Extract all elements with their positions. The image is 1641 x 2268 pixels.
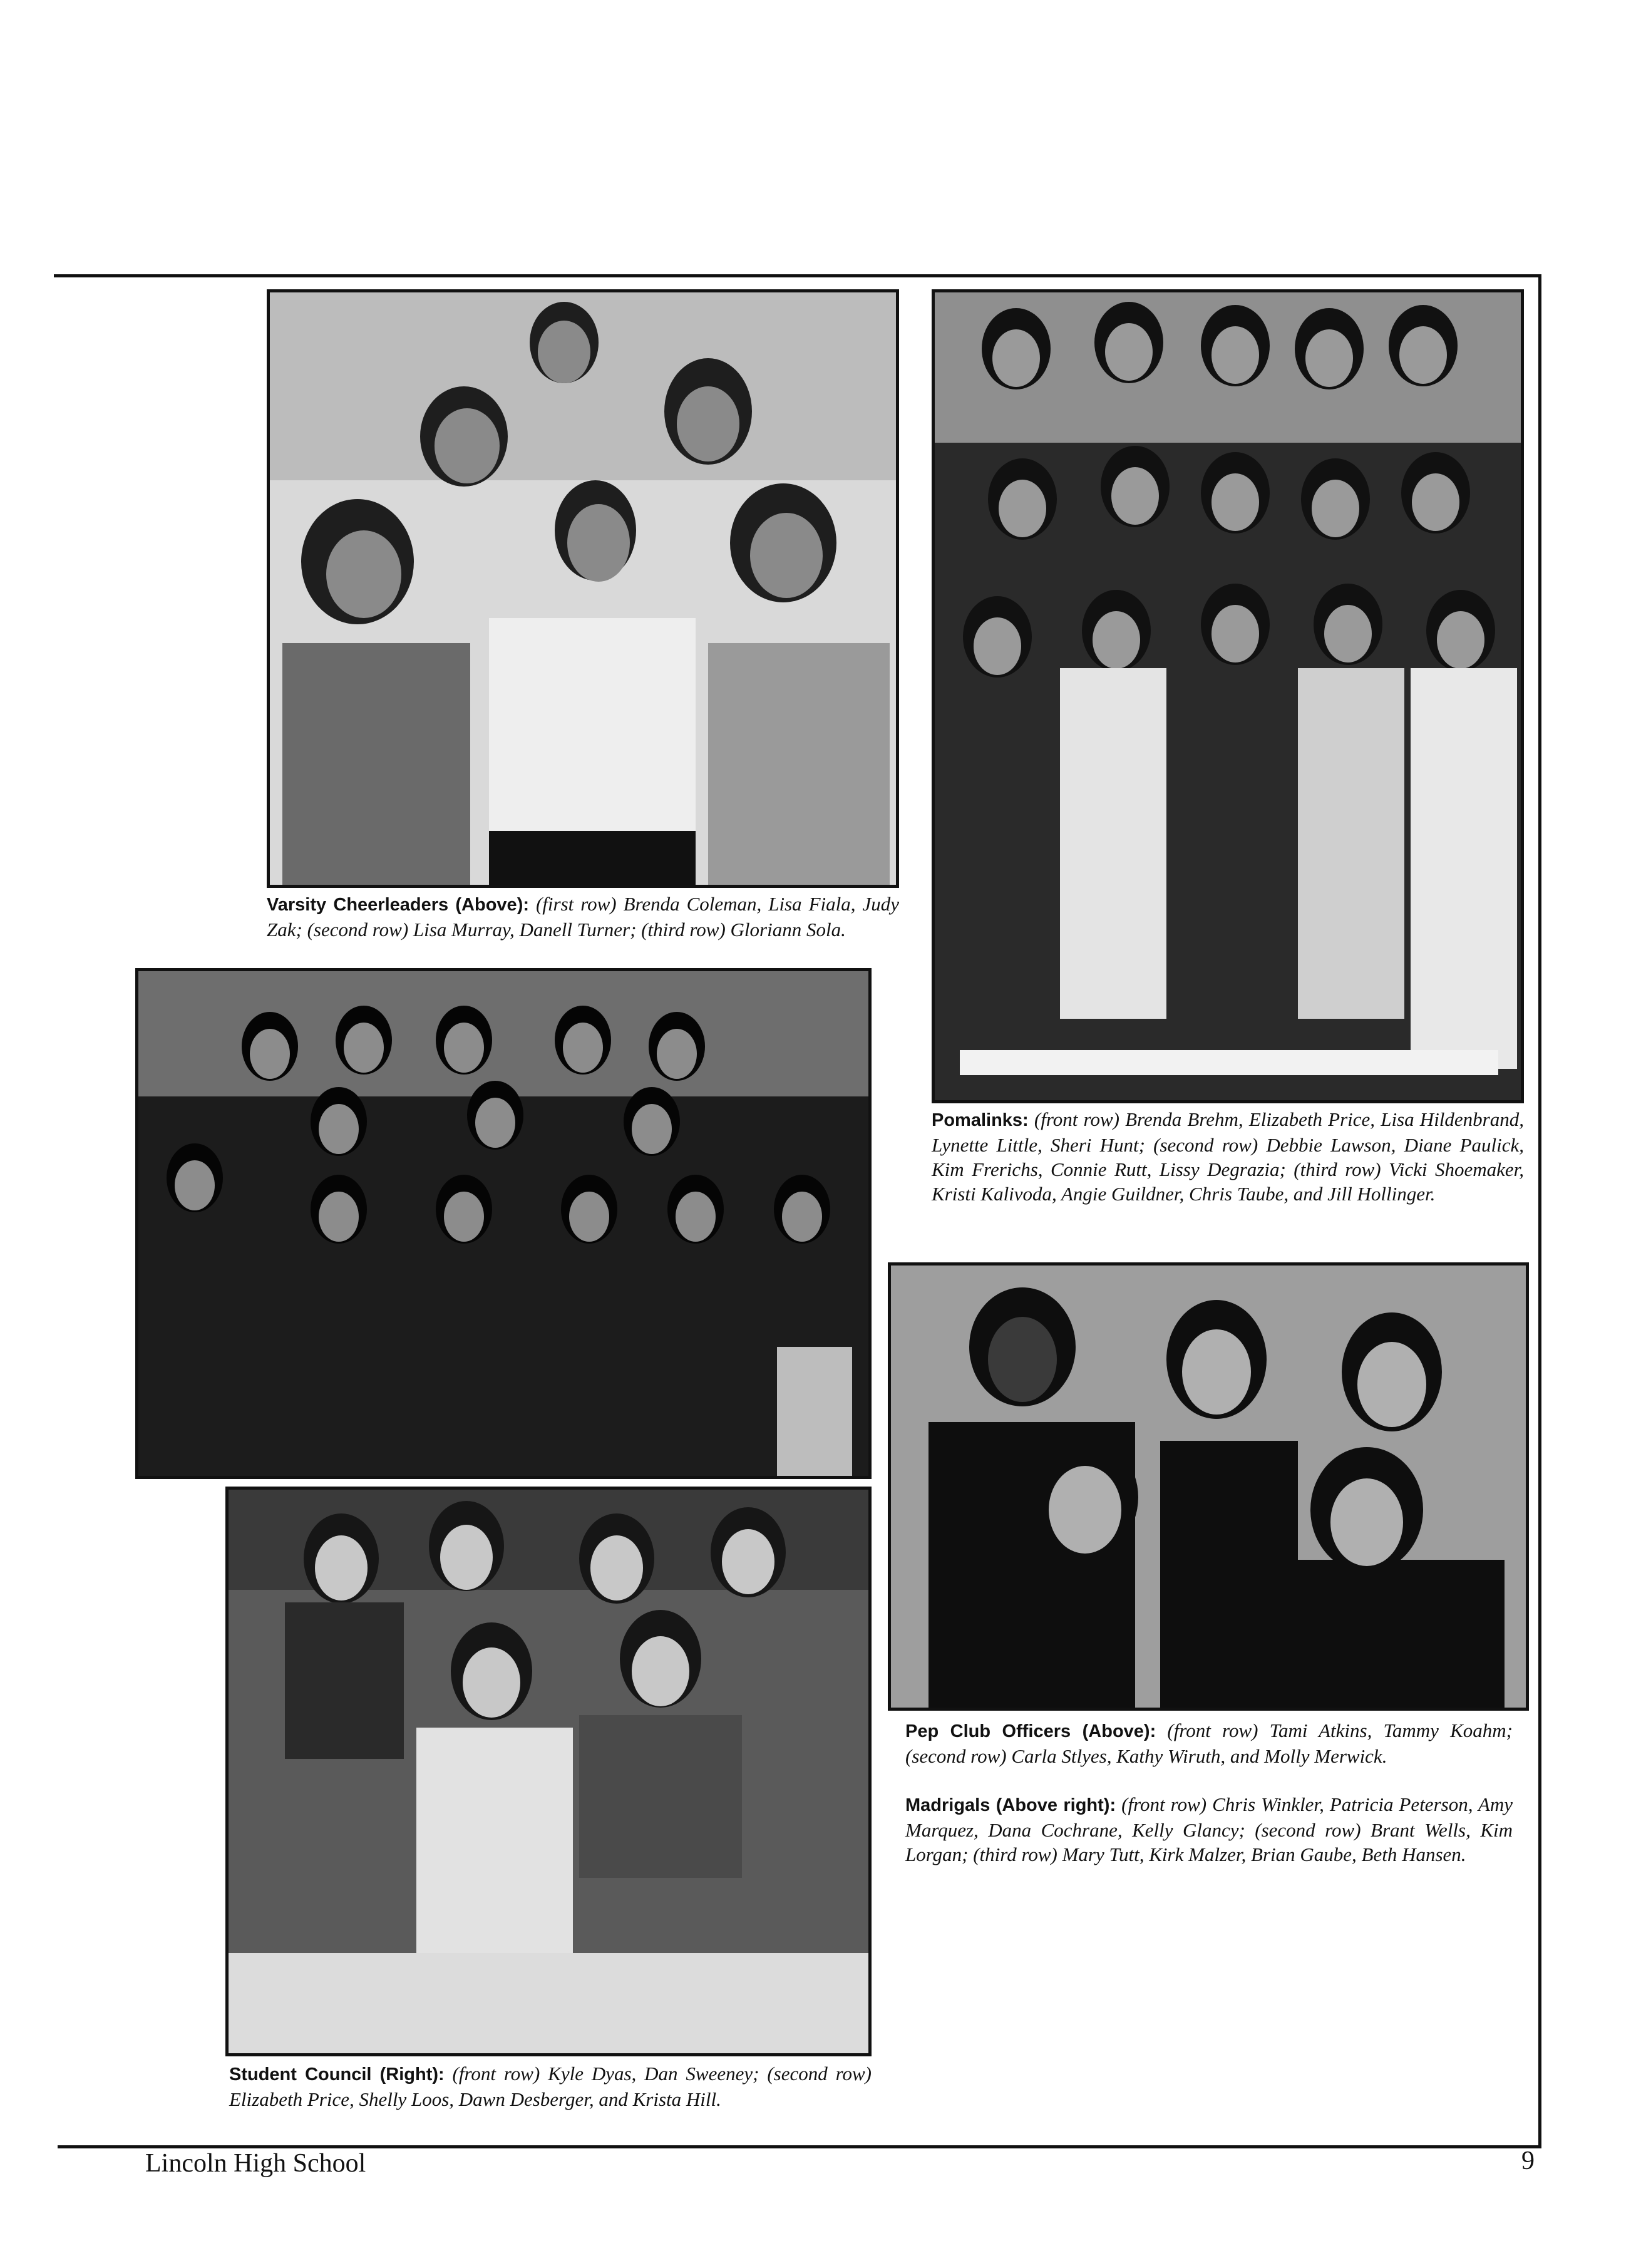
caption-heading: Varsity Cheerleaders (Above): <box>267 895 530 915</box>
caption-heading: Pomalinks: <box>932 1110 1029 1130</box>
student-council-caption <box>229 2061 872 2111</box>
madrigals-photo <box>135 968 872 1479</box>
caption-heading: Student Council (Right): <box>229 2064 445 2085</box>
pep-club-officers-photo <box>888 1262 1529 1711</box>
caption-names: (front row) Chris Winkler, Patricia Peterson, Amy Marquez, Dana Cochrane, Kelly Glancy; (second row) Brant Wells, Kim Lorgan; (third row) Mary Tutt, Kirk Malzer, Brian Gaube, Beth Hansen. <box>905 1793 1513 1865</box>
varsity-cheerleaders-caption <box>267 892 899 942</box>
top-rule <box>54 274 1541 277</box>
caption-names: (front row) Tami Atkins, Tammy Koahm; (second row) Carla Stlyes, Kathy Wiruth, and Molly Merwick. <box>905 1719 1513 1767</box>
caption-heading: Pep Club Officers (Above): <box>905 1721 1156 1741</box>
pomalinks-caption <box>932 1107 1524 1206</box>
varsity-cheerleaders-photo <box>267 289 899 888</box>
madrigals-caption <box>905 1792 1513 1867</box>
caption-names: (front row) Kyle Dyas, Dan Sweeney; (second row) Elizabeth Price, Shelly Loos, Dawn Desberger, and Krista Hill. <box>229 2063 872 2110</box>
pomalinks-photo <box>932 289 1524 1103</box>
caption-names: (first row) Brenda Coleman, Lisa Fiala, Judy Zak; (second row) Lisa Murray, Danell Turner; (third row) Gloriann Sola. <box>267 893 899 941</box>
caption-heading: Madrigals (Above right): <box>905 1795 1116 1815</box>
caption-names: (front row) Brenda Brehm, Elizabeth Price, Lisa Hildenbrand, Lynette Little, Sheri Hunt; (second row) Debbie Lawson, Diane Paulick, Kim Frerichs, Connie Rutt, Lissy Degrazia; (third row) Vicki Shoemaker, Kristi Kalivoda, Angie Guildner, Chris Taube, and Jill Hollinger. <box>932 1108 1524 1205</box>
pep-club-officers-caption <box>905 1718 1513 1768</box>
school-name-footer: Lincoln High School <box>145 2149 366 2178</box>
student-council-photo <box>225 1487 872 2056</box>
page-number: 9 <box>1521 2147 1535 2175</box>
right-rule <box>1538 274 1541 2148</box>
